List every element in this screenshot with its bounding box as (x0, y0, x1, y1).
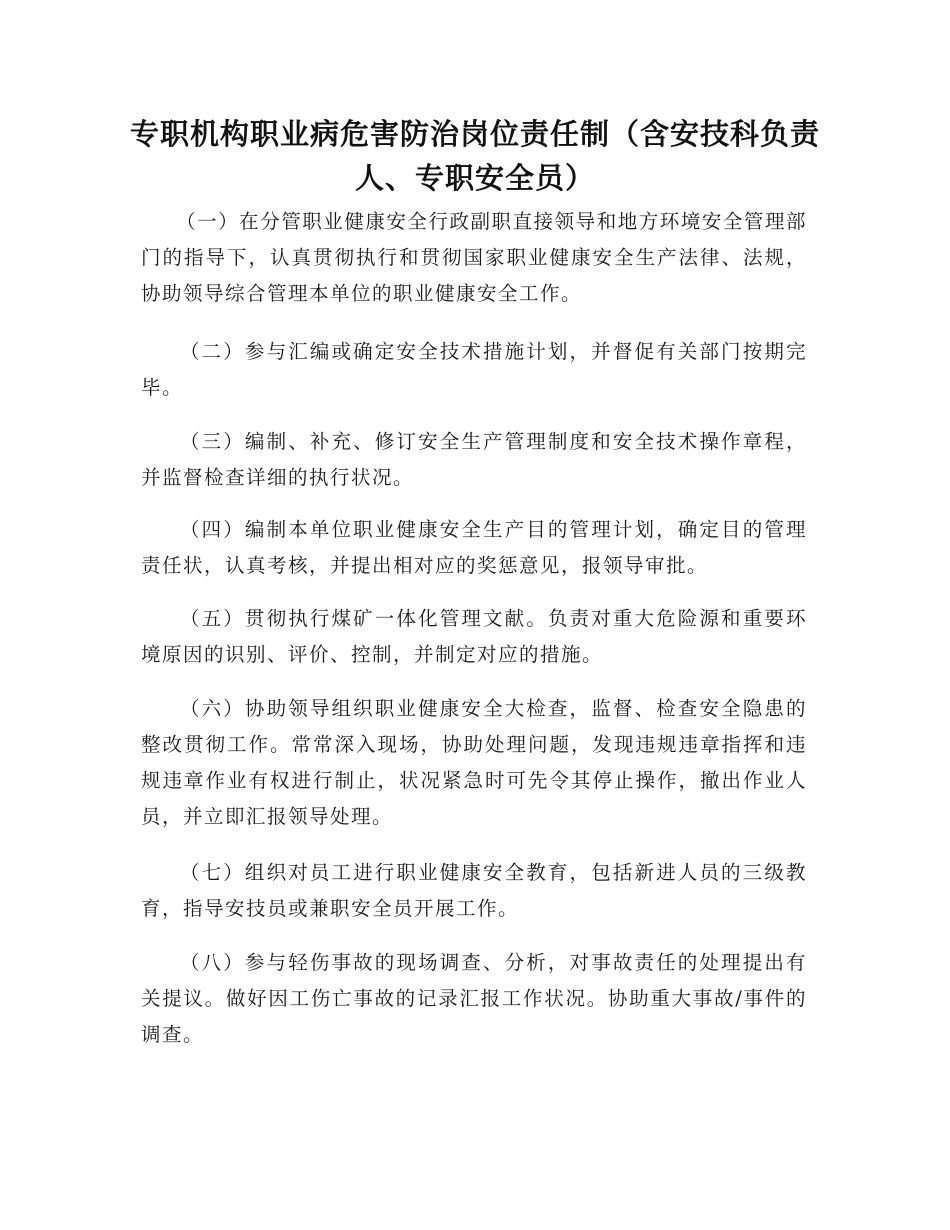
paragraph-1: （一）在分管职业健康安全行政副职直接领导和地方环境安全管理部门的指导下，认真贯彻执行和贯彻国家职业健康安全生产法律、法规，协助领导综合管理本单位的职业健康安全工作。 (141, 210, 807, 305)
paragraph-5: （五）贯彻执行煤矿一体化管理文献。负责对重大危险源和重要环境原因的识别、评价、控制，并制定对应的措施。 (141, 607, 807, 666)
paragraph-8: （八）参与轻伤事故的现场调查、分析，对事故责任的处理提出有关提议。做好因工伤亡事故的记录汇报工作状况。协助重大事故/事件的调查。 (141, 951, 807, 1046)
paragraph-6: （六）协助领导组织职业健康安全大检查，监督、检查安全隐患的整改贯彻工作。常常深入现场，协助处理问题，发现违规违章指挥和违规违章作业有权进行制止，状况紧急时可先令其停止操作，撤出作业人员，并立即汇报领导处理。 (141, 697, 807, 828)
paragraph-4: （四）编制本单位职业健康安全生产目的管理计划，确定目的管理责任状，认真考核，并提出相对应的奖惩意见，报领导审批。 (141, 518, 807, 577)
paragraph-2: （二）参与汇编或确定安全技术措施计划，并督促有关部门按期完毕。 (141, 340, 807, 399)
paragraph-3: （三）编制、补充、修订安全生产管理制度和安全技术操作章程，并监督检查详细的执行状况。 (141, 430, 807, 489)
document-title: 专职机构职业病危害防治岗位责任制（含安技科负责人、专职安全员） (130, 117, 821, 195)
paragraph-7: （七）组织对员工进行职业健康安全教育，包括新进人员的三级教育，指导安技员或兼职安全员开展工作。 (141, 861, 807, 920)
